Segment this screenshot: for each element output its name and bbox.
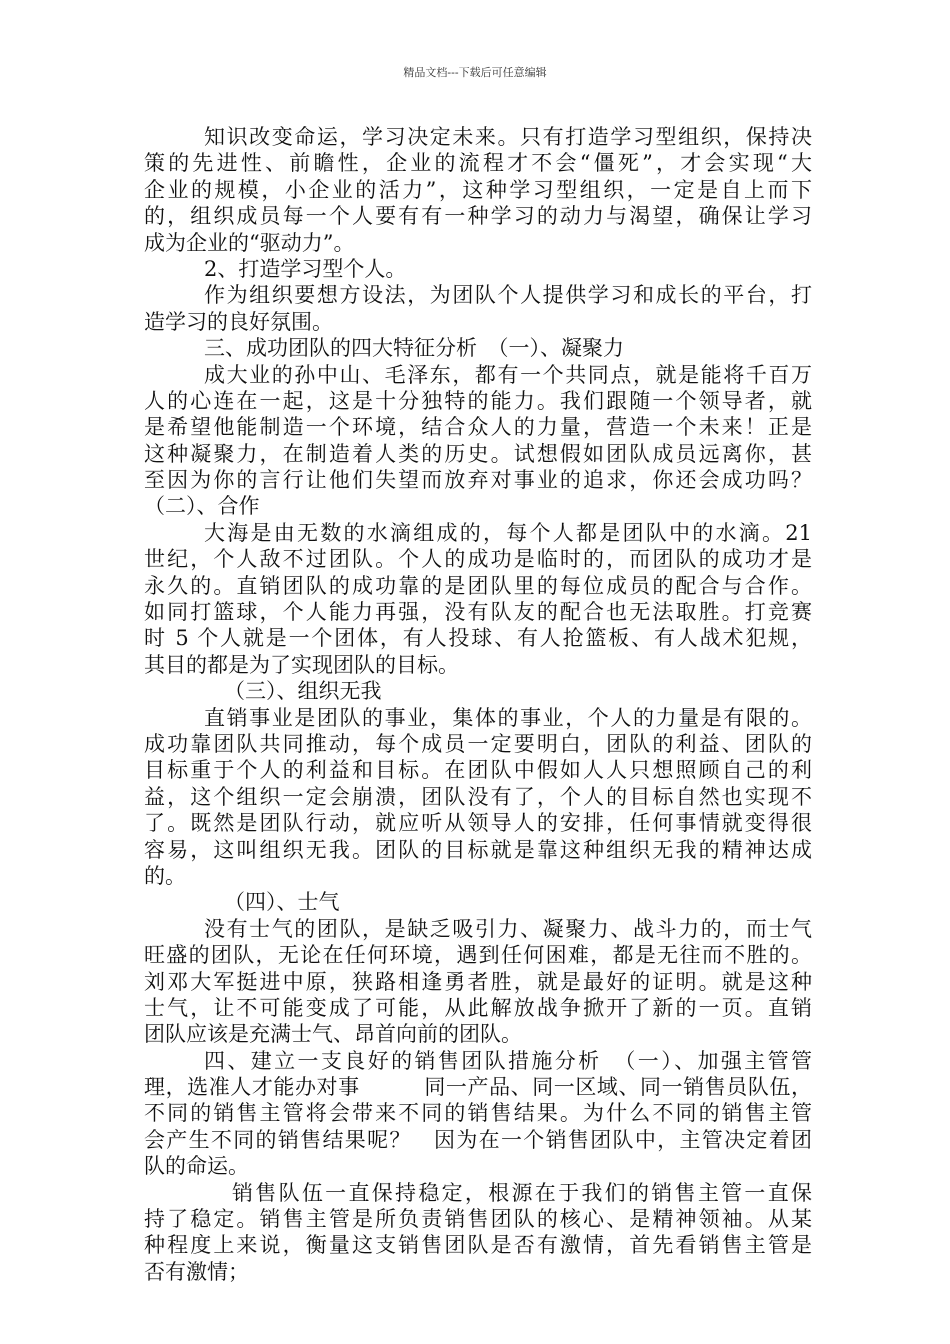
text-line: 成为企业的“驱动力”。: [144, 230, 355, 255]
text-line: 否有激情；: [144, 1259, 249, 1284]
text-line: 旺盛的团队，无论在任何环境，遇到任何困难，都是无往而不胜的。: [144, 943, 812, 968]
text-line: 永久的。直销团队的成功靠的是团队里的每位成员的配合与合作。: [144, 573, 812, 598]
text-line: 时 5 个人就是一个团体，有人投球、有人抢篮板、有人战术犯规，: [144, 626, 812, 651]
text-line: 不同的销售主管将会带来不同的销售结果。为什么不同的销售主管: [144, 1101, 812, 1126]
section-heading: （二）、合作: [144, 494, 260, 519]
text-line: 销售队伍一直保持稳定，根源在于我们的销售主管一直保: [232, 1180, 812, 1205]
section-heading: （四）、士气: [224, 890, 340, 915]
section-heading: （三）、组织无我: [224, 679, 382, 704]
text-line: 的，组织成员每一个人要有有一种学习的动力与渴望，确保让学习: [144, 204, 812, 229]
text-line: 士气，让不可能变成了可能，从此解放战争掀开了新的一页。直销: [144, 995, 812, 1020]
text-line: 人的心连在一起，这是十分独特的能力。我们跟随一个领导者，就: [144, 388, 812, 413]
text-line: 知识改变命运，学习决定未来。只有打造学习型组织，保持决: [204, 125, 812, 149]
text-line: 这种凝聚力，在制造着人类的历史。试想假如团队成员远离你，甚: [144, 441, 812, 466]
section-heading: 2、打造学习型个人。: [204, 256, 407, 281]
text-line: 的。: [144, 863, 186, 888]
section-heading: 三、成功团队的四大特征分析 （一）、凝聚力: [204, 336, 624, 361]
text-line: 企业的规模，小企业的活力”，这种学习型组织，一定是自上而下: [144, 177, 812, 202]
text-line: 成功靠团队共同推动，每个成员一定要明白，团队的利益、团队的: [144, 731, 812, 756]
text-line: 种程度上来说，衡量这支销售团队是否有激情，首先看销售主管是: [144, 1233, 812, 1258]
document-body: [144, 124, 812, 1285]
text-line: 世纪，个人敌不过团队。个人的成功是临时的，而团队的成功才是: [144, 547, 812, 572]
text-line: 其目的都是为了实现团队的目标。: [144, 652, 459, 677]
text-line: 没有士气的团队，是缺乏吸引力、凝聚力、战斗力的，而士气: [204, 916, 812, 941]
text-line: 造学习的良好氛围。: [144, 309, 333, 334]
text-line: 是希望他能制造一个环境，结合众人的力量，营造一个未来！正是: [144, 415, 812, 440]
text-line: 至因为你的言行让他们失望而放弃对事业的追求，你还会成功吗？: [144, 468, 812, 493]
text-line: 团队应该是充满士气、昂首向前的团队。: [144, 1022, 522, 1047]
text-line: 了。既然是团队行动，就应听从领导人的安排，任何事情就变得很: [144, 811, 812, 836]
section-heading: 四、建立一支良好的销售团队措施分析 （一）、加强主管管: [204, 1048, 812, 1073]
text-line: 大海是由无数的水滴组成的，每个人都是团队中的水滴。21: [204, 520, 812, 545]
text-line: 作为组织要想方设法，为团队个人提供学习和成长的平台，打: [204, 283, 812, 308]
text-line: 如同打篮球，个人能力再强，没有队友的配合也无法取胜。打竞赛: [144, 600, 812, 625]
text-line: 队的命运。: [144, 1154, 249, 1179]
page-header: 精品文档---下载后可任意编辑: [403, 66, 547, 79]
text-line: 直销事业是团队的事业，集体的事业，个人的力量是有限的。: [204, 705, 812, 730]
text-line: 策的先进性、前瞻性，企业的流程才不会“僵死”，才会实现“大: [144, 151, 812, 176]
text-line: 理，选准人才能办对事 同一产品、同一区域、同一销售员队伍，: [144, 1075, 812, 1100]
text-line: 益，这个组织一定会崩溃，团队没有了，个人的目标自然也实现不: [144, 784, 812, 809]
text-line: 刘邓大军挺进中原，狭路相逢勇者胜，就是最好的证明。就是这种: [144, 969, 812, 994]
text-line: 持了稳定。销售主管是所负责销售团队的核心、是精神领袖。从某: [144, 1207, 812, 1232]
text-line: 目标重于个人的利益和目标。在团队中假如人人只想照顾自己的利: [144, 758, 812, 783]
text-line: 容易，这叫组织无我。团队的目标就是靠这种组织无我的精神达成: [144, 837, 812, 862]
text-line: 会产生不同的销售结果呢？ 因为在一个销售团队中，主管决定着团: [144, 1127, 812, 1152]
text-line: 成大业的孙中山、毛泽东，都有一个共同点，就是能将千百万: [204, 362, 812, 387]
